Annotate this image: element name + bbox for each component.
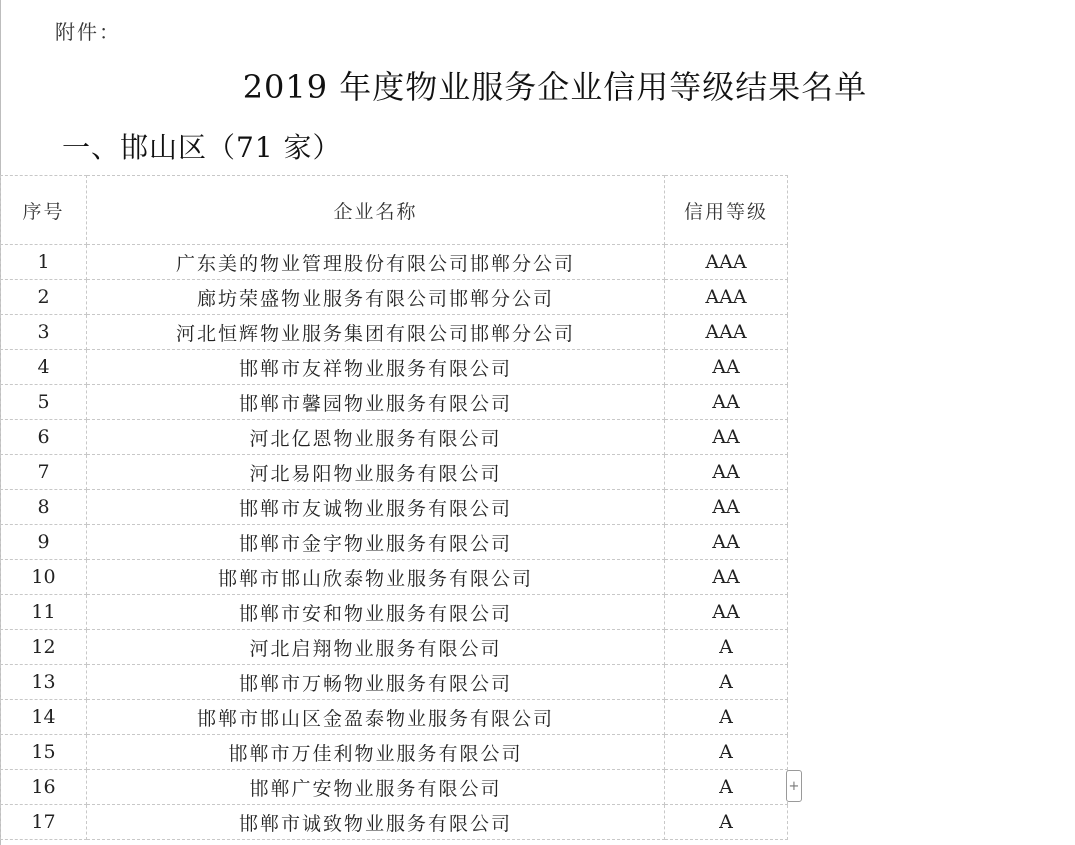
credit-grade-cell: A [665, 770, 788, 805]
table-row [1, 665, 788, 700]
serial-number-cell: 7 [1, 455, 87, 490]
plus-icon: + [788, 779, 800, 794]
credit-grade-cell: AA [665, 420, 788, 455]
serial-number-cell: 12 [1, 630, 87, 665]
serial-number-cell: 2 [1, 280, 87, 315]
serial-number-cell: 10 [1, 560, 87, 595]
serial-number-cell: 13 [1, 665, 87, 700]
serial-number-cell: 9 [1, 525, 87, 560]
company-name-cell: 邯郸市友诚物业服务有限公司 [87, 490, 665, 525]
header-company-name: 企业名称 [87, 176, 665, 245]
header-serial-number: 序号 [1, 176, 87, 245]
table-row [1, 245, 788, 280]
serial-number-cell: 15 [1, 735, 87, 770]
company-name-cell: 邯郸市万畅物业服务有限公司 [87, 665, 665, 700]
company-name-cell: 邯郸市万佳利物业服务有限公司 [87, 735, 665, 770]
table-row [1, 525, 788, 560]
table-row [1, 315, 788, 350]
table-row [1, 595, 788, 630]
credit-grade-cell: AA [665, 595, 788, 630]
table-header-row [1, 176, 788, 245]
document-title: 2019 年度物业服务企业信用等级结果名单 [242, 68, 868, 106]
company-name-cell: 邯郸市金宇物业服务有限公司 [87, 525, 665, 560]
serial-number-cell: 17 [1, 805, 87, 840]
credit-grade-cell: AA [665, 490, 788, 525]
serial-number-cell: 14 [1, 700, 87, 735]
serial-number-cell: 8 [1, 490, 87, 525]
attachment-label: 附件： [55, 20, 121, 44]
serial-number-cell: 16 [1, 770, 87, 805]
credit-grade-cell: A [665, 700, 788, 735]
table-row [1, 420, 788, 455]
credit-grade-cell: AAA [665, 280, 788, 315]
company-name-cell: 河北恒辉物业服务集团有限公司邯郸分公司 [87, 315, 665, 350]
credit-grade-cell: AA [665, 525, 788, 560]
table-row [1, 700, 788, 735]
company-name-cell: 邯郸市邯山区金盈泰物业服务有限公司 [87, 700, 665, 735]
table-row [1, 490, 788, 525]
company-name-cell: 廊坊荣盛物业服务有限公司邯郸分公司 [87, 280, 665, 315]
company-name-cell: 广东美的物业管理股份有限公司邯郸分公司 [87, 245, 665, 280]
company-name-cell: 邯郸市邯山欣泰物业服务有限公司 [87, 560, 665, 595]
credit-rating-table [0, 175, 788, 840]
company-name-cell: 邯郸市诚致物业服务有限公司 [87, 805, 665, 840]
credit-grade-cell: AAA [665, 315, 788, 350]
company-name-cell: 邯郸市馨园物业服务有限公司 [87, 385, 665, 420]
table-row [1, 805, 788, 840]
add-row-button[interactable] [786, 770, 802, 802]
table-row [1, 770, 788, 805]
serial-number-cell: 1 [1, 245, 87, 280]
table-row [1, 385, 788, 420]
serial-number-cell: 3 [1, 315, 87, 350]
credit-grade-cell: A [665, 630, 788, 665]
company-name-cell: 河北启翔物业服务有限公司 [87, 630, 665, 665]
credit-grade-cell: AA [665, 455, 788, 490]
section-heading: 一、邯山区（71 家） [62, 131, 342, 164]
serial-number-cell: 6 [1, 420, 87, 455]
credit-grade-cell: A [665, 805, 788, 840]
company-name-cell: 河北亿恩物业服务有限公司 [87, 420, 665, 455]
company-name-cell: 邯郸市友祥物业服务有限公司 [87, 350, 665, 385]
credit-grade-cell: AA [665, 560, 788, 595]
table-row [1, 630, 788, 665]
company-name-cell: 河北易阳物业服务有限公司 [87, 455, 665, 490]
credit-grade-cell: A [665, 665, 788, 700]
header-credit-grade: 信用等级 [665, 176, 788, 245]
serial-number-cell: 5 [1, 385, 87, 420]
credit-grade-cell: AA [665, 385, 788, 420]
credit-grade-cell: A [665, 735, 788, 770]
serial-number-cell: 11 [1, 595, 87, 630]
company-name-cell: 邯郸市安和物业服务有限公司 [87, 595, 665, 630]
table-row [1, 560, 788, 595]
table-row [1, 280, 788, 315]
table-row [1, 350, 788, 385]
table-row [1, 455, 788, 490]
credit-grade-cell: AA [665, 350, 788, 385]
serial-number-cell: 4 [1, 350, 87, 385]
company-name-cell: 邯郸广安物业服务有限公司 [87, 770, 665, 805]
table-row [1, 735, 788, 770]
credit-grade-cell: AAA [665, 245, 788, 280]
